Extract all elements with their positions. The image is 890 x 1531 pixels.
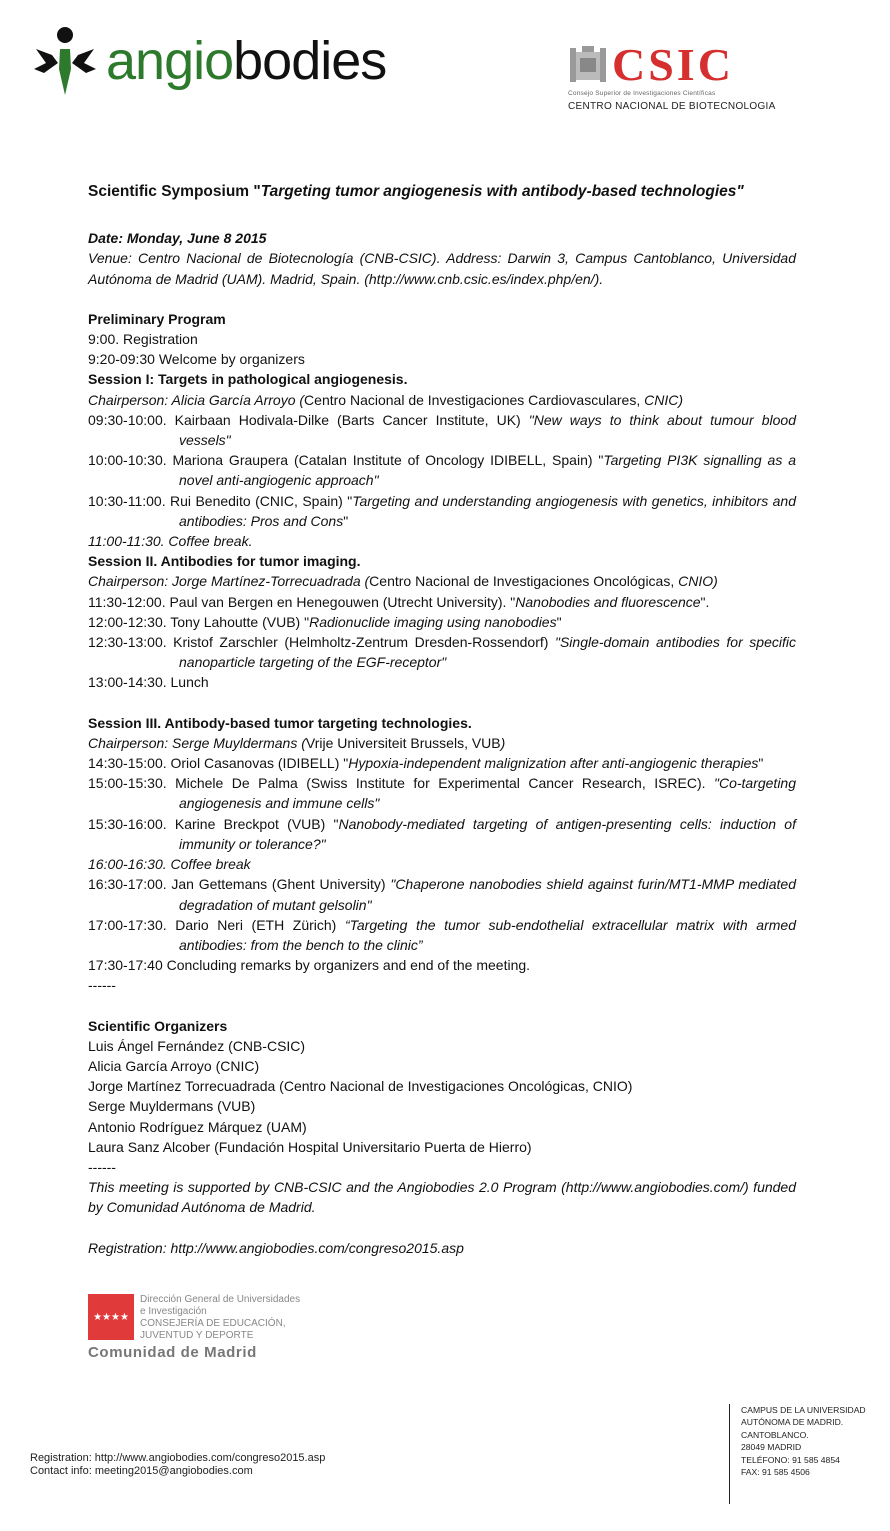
registration-link[interactable]: Registration: http://www.angiobodies.com/congreso2015.asp — [88, 1239, 464, 1256]
organizer-name: Serge Muyldermans (VUB) — [88, 1098, 256, 1115]
program-talk: 17:00-17:30. Dario Neri (ETH Zürich) “Targeting the tumor sub-endothelial extracellular matrix with armed antibodies: from the bench to the clinic” — [88, 916, 796, 953]
angiobodies-figure-icon — [30, 25, 100, 97]
csic-centre-name: CENTRO NACIONAL DE BIOTECNOLOGIA — [568, 101, 776, 112]
csic-crest-icon — [568, 44, 608, 86]
event-venue: Venue: Centro Nacional de Biotecnología (CNB-CSIC). Address: Darwin 3, Campus Cantoblanco, Universidad Autónoma de Madrid (UAM). Madrid, Spain. (http://www.cnb.csic.es/index.php/en/). — [88, 250, 796, 287]
organizer-name: Jorge Martínez Torrecuadrada (Centro Nacional de Investigaciones Oncológicas, CNIO) — [88, 1078, 633, 1095]
program-talk: 14:30-15:00. Oriol Casanovas (IDIBELL) "Hypoxia-independent malignization after anti-angiogenic therapies" — [88, 755, 764, 772]
session-1-title: Session I: Targets in pathological angiogenesis. — [88, 371, 408, 388]
program-welcome: 9:20-09:30 Welcome by organizers — [88, 351, 305, 368]
program-talk: 10:30-11:00. Rui Benedito (CNIC, Spain) "Targeting and understanding angiogenesis with genetics, inhibitors and antibodies: Pros and Cons" — [88, 492, 797, 529]
csic-wordmark: CSIC — [612, 39, 734, 90]
comunidad-madrid-logo: ★★★★ Dirección General de Universidades e Investigación CONSEJERÍA DE EDUCACIÓN, JUVENTUD Y DEPORTE Comunidad de Madrid — [88, 1294, 328, 1361]
angiobodies-logo — [30, 22, 386, 100]
program-heading: Preliminary Program — [88, 310, 226, 327]
symposium-title: Scientific Symposium "Targeting tumor angiogenesis with antibody-based technologies" — [88, 183, 744, 200]
closing-remarks: 17:30-17:40 Concluding remarks by organizers and end of the meeting. — [88, 957, 531, 974]
program-talk: 09:30-10:00. Kairbaan Hodivala-Dilke (Barts Cancer Institute, UK) "New ways to think about tumour blood vessels" — [88, 411, 796, 449]
csic-logo — [568, 39, 788, 112]
footer-contact — [30, 1452, 325, 1478]
coffee-break: 11:00-11:30. Coffee break. — [88, 533, 253, 550]
organizer-name: Luis Ángel Fernández (CNB-CSIC) — [88, 1037, 306, 1054]
session-2-chair: Chairperson: Jorge Martínez-Torrecuadrada (Centro Nacional de Investigaciones Oncológicas, CNIO) — [88, 573, 718, 590]
program-talk: 12:00-12:30. Tony Lahoutte (VUB) "Radionuclide imaging using nanobodies" — [88, 613, 562, 630]
program-talk: 15:00-15:30. Michele De Palma (Swiss Institute for Experimental Cancer Research, ISREC). "Co-targeting angiogenesis and immune cells" — [88, 775, 796, 812]
program-talk: 10:00-10:30. Mariona Graupera (Catalan Institute of Oncology IDIBELL, Spain) "Targeting PI3K signalling as a novel anti-angiogenic approach" — [88, 452, 796, 489]
organizer-name: Antonio Rodríguez Márquez (UAM) — [88, 1118, 307, 1135]
program-talk: 12:30-13:00. Kristof Zarschler (Helmholtz-Zentrum Dresden-Rossendorf) "Single-domain antibodies for specific nanoparticle targeting of the EGF-receptor" — [88, 634, 796, 671]
program-registration: 9:00. Registration — [88, 331, 198, 348]
madrid-flag-icon: ★★★★ — [88, 1294, 134, 1340]
session-3-title: Session III. Antibody-based tumor targeting technologies. — [88, 714, 472, 731]
event-date: Date: Monday, June 8 2015 — [88, 230, 267, 247]
coffee-break: 16:00-16:30. Coffee break — [88, 856, 251, 873]
program-talk: 15:30-16:00. Karine Breckpot (VUB) "Nanobody-mediated targeting of antigen-presenting cells: induction of immunity or tolerance?" — [88, 815, 796, 852]
support-note: This meeting is supported by CNB-CSIC and the Angiobodies 2.0 Program (http://www.angiobodies.com/) funded by Comunidad Autónoma de Madrid. — [88, 1179, 796, 1216]
organizer-name: Laura Sanz Alcober (Fundación Hospital Universitario Puerta de Hierro) — [88, 1138, 532, 1155]
footer-email[interactable]: Contact info: meeting2015@angiobodies.com — [30, 1465, 253, 1477]
organizers-heading: Scientific Organizers — [88, 1017, 228, 1034]
document-body — [88, 182, 796, 1258]
separator: ------ — [88, 977, 116, 994]
csic-subtitle: Consejo Superior de Investigaciones Científicas — [568, 90, 716, 97]
session-3-chair: Chairperson: Serge Muyldermans (Vrije Universiteit Brussels, VUB) — [88, 734, 506, 751]
footer-address: CAMPUS DE LA UNIVERSIDAD AUTÓNOMA DE MADRID. CANTOBLANCO. 28049 MADRID TELÉFONO: 91 585 4854 FAX: 91 585 4506 — [741, 1405, 866, 1478]
angiobodies-wordmark: angiobodies — [106, 31, 387, 91]
footer-registration[interactable]: Registration: http://www.angiobodies.com/congreso2015.asp — [30, 1452, 326, 1464]
footer-divider — [729, 1404, 730, 1504]
separator: ------ — [88, 1158, 116, 1175]
program-talk: 11:30-12:00. Paul van Bergen en Henegouwen (Utrecht University). "Nanobodies and fluorescence". — [88, 593, 710, 610]
session-1-chair: Chairperson: Alicia García Arroyo (Centro Nacional de Investigaciones Cardiovasculares, CNIC) — [88, 391, 684, 408]
program-talk: 16:30-17:00. Jan Gettemans (Ghent University) "Chaperone nanobodies shield against furin/MT1-MMP mediated degradation of mutant gelsolin" — [88, 876, 796, 913]
organizer-name: Alicia García Arroyo (CNIC) — [88, 1057, 260, 1074]
comunidad-madrid-name: Comunidad de Madrid — [88, 1344, 257, 1361]
lunch-break: 13:00-14:30. Lunch — [88, 674, 209, 691]
session-2-title: Session II. Antibodies for tumor imaging. — [88, 553, 361, 570]
